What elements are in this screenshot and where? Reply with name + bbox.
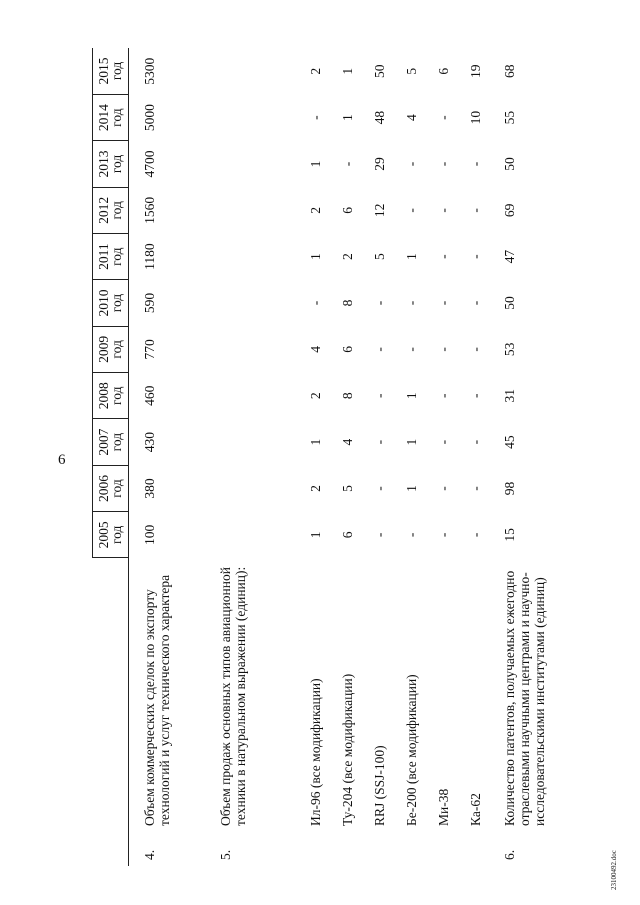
year-header: 2015 год: [93, 48, 129, 94]
value-cell: 2: [308, 485, 323, 492]
value-cell: 4: [340, 438, 355, 446]
value-cell: -: [436, 115, 451, 120]
value-cell: -: [436, 161, 451, 167]
year-header: 2012 год: [93, 187, 129, 233]
table-row: [496, 48, 602, 866]
value-cell: 55: [502, 110, 517, 125]
value-cell: -: [468, 254, 483, 259]
value-cell: -: [372, 393, 387, 398]
value-cell: -: [372, 347, 387, 352]
value-cell: 5000: [142, 104, 157, 132]
value-cell: -: [468, 532, 483, 538]
value-cell: -: [468, 208, 483, 213]
year-header: 2008 год: [93, 373, 129, 419]
value-cell: [212, 141, 304, 187]
table-row: [212, 48, 304, 866]
year-header: 2006 год: [93, 465, 129, 511]
value-cell: 50: [502, 157, 517, 171]
year-header: 2010 год: [93, 280, 129, 326]
year-header: 2011 год: [93, 233, 129, 279]
value-cell: 4700: [142, 150, 157, 178]
value-cell: 12: [372, 203, 387, 218]
value-cell: -: [404, 532, 419, 538]
value-cell: 50: [502, 296, 517, 310]
value-cell: [212, 233, 304, 279]
value-cell: 1: [340, 67, 355, 75]
year-header: 2014 год: [93, 94, 129, 140]
header-blank: [93, 558, 129, 828]
header-row: [93, 48, 129, 866]
value-cell: 50: [372, 64, 387, 78]
value-cell: 10: [468, 110, 483, 125]
value-cell: -: [436, 254, 451, 259]
value-cell: -: [436, 300, 451, 306]
value-cell: [212, 48, 304, 94]
value-cell: -: [468, 347, 483, 352]
table-row: [464, 48, 496, 866]
year-header: 2005 год: [93, 512, 129, 558]
value-cell: 770: [142, 339, 157, 360]
value-cell: 47: [502, 249, 517, 264]
value-cell: [212, 280, 304, 326]
value-cell: -: [372, 300, 387, 306]
value-cell: 1180: [142, 243, 157, 270]
value-cell: 4: [308, 346, 323, 353]
table-row: [304, 48, 336, 866]
value-cell: [212, 419, 304, 465]
value-cell: 48: [372, 110, 387, 125]
row-label: RRJ (SSJ-100): [372, 745, 387, 826]
row-number: [368, 828, 400, 866]
value-cell: 1: [404, 485, 419, 492]
value-cell: 2: [340, 253, 355, 261]
value-cell: [212, 326, 304, 372]
indicators-table: [92, 48, 602, 866]
row-label: Объем коммерческих сделок по экспорту технологий и услуг технического характера: [142, 574, 172, 826]
rotated-table-container: [92, 48, 547, 866]
value-cell: -: [468, 439, 483, 445]
value-cell: 68: [502, 64, 517, 78]
row-label: Ту-204 (все модификации): [340, 673, 355, 826]
table-row: [432, 48, 464, 866]
value-cell: 5: [340, 485, 355, 492]
value-cell: 15: [502, 528, 517, 542]
value-cell: 1: [308, 253, 323, 261]
value-cell: 2: [308, 67, 323, 75]
value-cell: 1: [308, 438, 323, 446]
value-cell: 5: [404, 67, 419, 75]
table-row: [368, 48, 400, 866]
value-cell: -: [468, 486, 483, 491]
row-label: Объем продаж основных типов авиационной техники в натуральном выражении (единиц):: [218, 566, 248, 826]
value-cell: 5: [372, 253, 387, 261]
value-cell: 2: [308, 392, 323, 400]
value-cell: 29: [372, 157, 387, 171]
value-cell: 2: [308, 206, 323, 214]
value-cell: 100: [142, 524, 157, 545]
year-header: 2009 год: [93, 326, 129, 372]
row-number: [464, 828, 496, 866]
value-cell: 4: [404, 114, 419, 121]
value-cell: 1: [340, 114, 355, 121]
value-cell: [212, 94, 304, 140]
value-cell: 6: [340, 346, 355, 353]
table-row: [400, 48, 432, 866]
row-number: 5.: [218, 849, 233, 860]
year-header: 2013 год: [93, 141, 129, 187]
row-number: 4.: [142, 849, 157, 860]
value-cell: -: [436, 347, 451, 352]
value-cell: -: [372, 439, 387, 445]
row-number: 6.: [502, 849, 517, 860]
value-cell: 460: [142, 385, 157, 406]
value-cell: 45: [502, 435, 517, 449]
value-cell: 1: [404, 438, 419, 446]
value-cell: -: [436, 486, 451, 491]
value-cell: 6: [340, 531, 355, 539]
value-cell: 31: [502, 389, 517, 403]
value-cell: -: [308, 300, 323, 306]
value-cell: 1: [308, 160, 323, 168]
row-label: Ми-38: [436, 788, 451, 826]
row-number: [304, 828, 336, 866]
value-cell: -: [436, 393, 451, 398]
value-cell: -: [436, 532, 451, 538]
row-number: [336, 828, 368, 866]
value-cell: 590: [142, 292, 157, 314]
row-number: [400, 828, 432, 866]
year-header: 2007 год: [93, 419, 129, 465]
table-row: [129, 48, 213, 866]
value-cell: 5300: [142, 57, 157, 85]
value-cell: 1: [404, 253, 419, 261]
value-cell: 8: [340, 299, 355, 307]
value-cell: 98: [502, 481, 517, 496]
table-row: [336, 48, 368, 866]
value-cell: -: [340, 161, 355, 167]
value-cell: -: [308, 115, 323, 120]
value-cell: -: [404, 347, 419, 352]
value-cell: 69: [502, 203, 517, 218]
value-cell: -: [468, 300, 483, 306]
value-cell: 8: [340, 392, 355, 400]
row-label: Бе-200 (все модификации): [404, 674, 419, 826]
document-footer: 23100492.doc: [610, 850, 618, 890]
row-number: [432, 828, 464, 866]
value-cell: 430: [142, 431, 157, 453]
value-cell: -: [372, 532, 387, 538]
value-cell: 6: [436, 67, 451, 75]
value-cell: 1: [404, 392, 419, 400]
row-label: Количество патентов, получаемых ежегодно отраслевыми научными центрами и научно-исследовательскими институтами (единиц): [502, 570, 547, 826]
value-cell: 1: [308, 531, 323, 539]
value-cell: [212, 373, 304, 419]
value-cell: -: [436, 439, 451, 445]
value-cell: -: [372, 486, 387, 491]
value-cell: 380: [142, 478, 157, 499]
value-cell: -: [404, 300, 419, 306]
value-cell: [212, 465, 304, 511]
page-number: 6: [58, 452, 66, 468]
value-cell: -: [468, 161, 483, 167]
row-label: Ка-62: [468, 793, 483, 826]
value-cell: -: [404, 161, 419, 167]
row-label: Ил-96 (все модификации): [308, 678, 323, 826]
value-cell: -: [468, 393, 483, 398]
value-cell: -: [436, 208, 451, 213]
value-cell: 1560: [142, 196, 157, 224]
value-cell: -: [404, 208, 419, 213]
value-cell: 19: [468, 64, 483, 78]
value-cell: 53: [502, 342, 517, 357]
value-cell: 6: [340, 206, 355, 214]
value-cell: [212, 512, 304, 558]
header-blank: [93, 828, 129, 866]
value-cell: [212, 187, 304, 233]
